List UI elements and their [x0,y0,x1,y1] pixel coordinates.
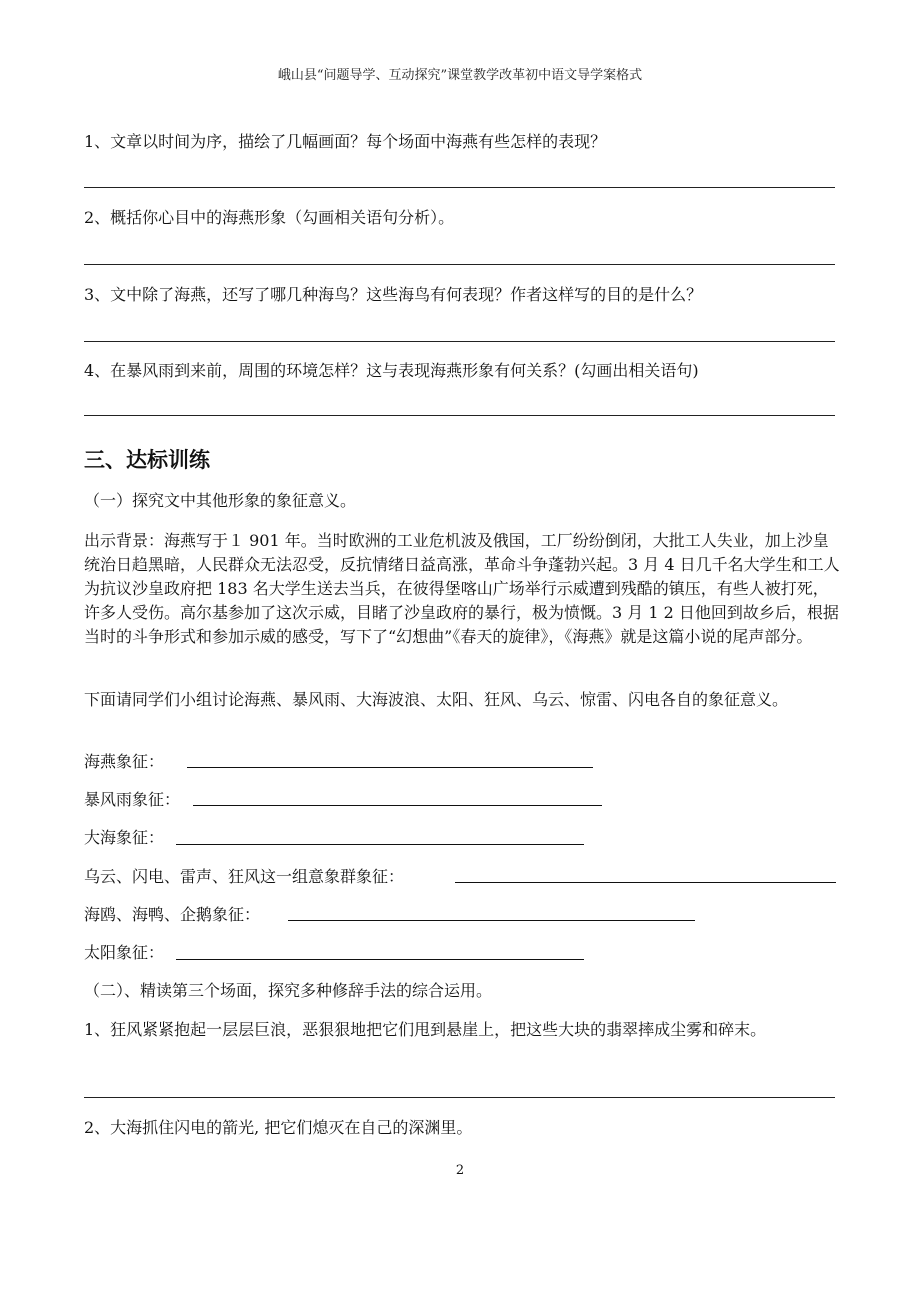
rhetoric-item-1: 1、狂风紧紧抱起一层层巨浪，恶狠狠地把它们甩到悬崖上，把这些大块的翡翠摔成尘雾和碎末。 [84,1020,767,1039]
question-2: 2、概括你心目中的海燕形象（勾画相关语句分析）。 [84,208,455,227]
background-paragraph: 出示背景：海燕写于１ 901 年。当时欧洲的工业危机波及俄国，工厂纷纷倒闭，大批工人失业，加上沙皇统治日趋黑暗，人民群众无法忍受，反抗情绪日益高涨，革命斗争蓬勃兴起。3 月 4 日几千名大学生和工人为抗议沙皇政府把 183 名大学生送去当兵，在彼得堡喀山广场举行示威遭到残酷的镇压，有些人被打死，许多人受伤。高尔基参加了这次示威，目睹了沙皇政府的暴行，极为愤慨。3 月 1 2 日他回到故乡后，根据当时的斗争形式和参加示威的感受，写下了“幻想曲”《春天的旋律》，《海燕》就是这篇小说的尾声部分。 [84,531,840,646]
section-title: 三、达标训练 [84,448,210,472]
question-1: 1、文章以时间为序，描绘了几幅画面？每个场面中海燕有些怎样的表现？ [84,132,607,151]
part2-title: （二）、精读第三个场面，探究多种修辞手法的综合运用。 [84,981,493,1000]
fill-blank-storm[interactable] [193,805,602,806]
fill-label-seabirds: 海鸥、海鸭、企鹅象征： [84,905,261,924]
fill-label-sun: 太阳象征： [84,943,165,962]
fill-blank-seabirds[interactable] [288,920,695,921]
answer-line-2 [84,264,835,265]
page-header: 峨山县“问题导学、互动探究”课堂教学改革初中语文导学案格式 [277,68,643,83]
fill-label-petrel: 海燕象征： [84,752,165,771]
rhetoric-item-2: 2、大海抓住闪电的箭光, 把它们熄灭在自己的深渊里。 [84,1118,473,1137]
answer-line-3 [84,341,835,342]
fill-label-storm: 暴风雨象征： [84,790,181,809]
discussion-paragraph: 下面请同学们小组讨论海燕、暴风雨、大海波浪、太阳、狂风、乌云、惊雷、闪电各自的象征意义。 [84,690,789,709]
page-number: 2 [455,1163,465,1178]
part1-title: （一）探究文中其他形象的象征意义。 [84,491,357,510]
fill-label-clouds: 乌云、闪电、雷声、狂风这一组意象群象征： [84,867,405,886]
question-4: 4、在暴风雨到来前，周围的环境怎样？这与表现海燕形象有何关系？(勾画出相关语句) [84,361,699,380]
fill-blank-sun[interactable] [176,959,584,960]
fill-blank-petrel[interactable] [187,767,593,768]
fill-blank-sea[interactable] [176,844,584,845]
answer-line-item-1 [84,1097,835,1098]
fill-blank-clouds[interactable] [455,882,836,883]
question-3: 3、文中除了海燕，还写了哪几种海鸟？这些海鸟有何表现？作者这样写的目的是什么？ [84,285,703,304]
answer-line-1 [84,187,835,188]
answer-line-4 [84,415,835,416]
fill-label-sea: 大海象征： [84,828,165,847]
